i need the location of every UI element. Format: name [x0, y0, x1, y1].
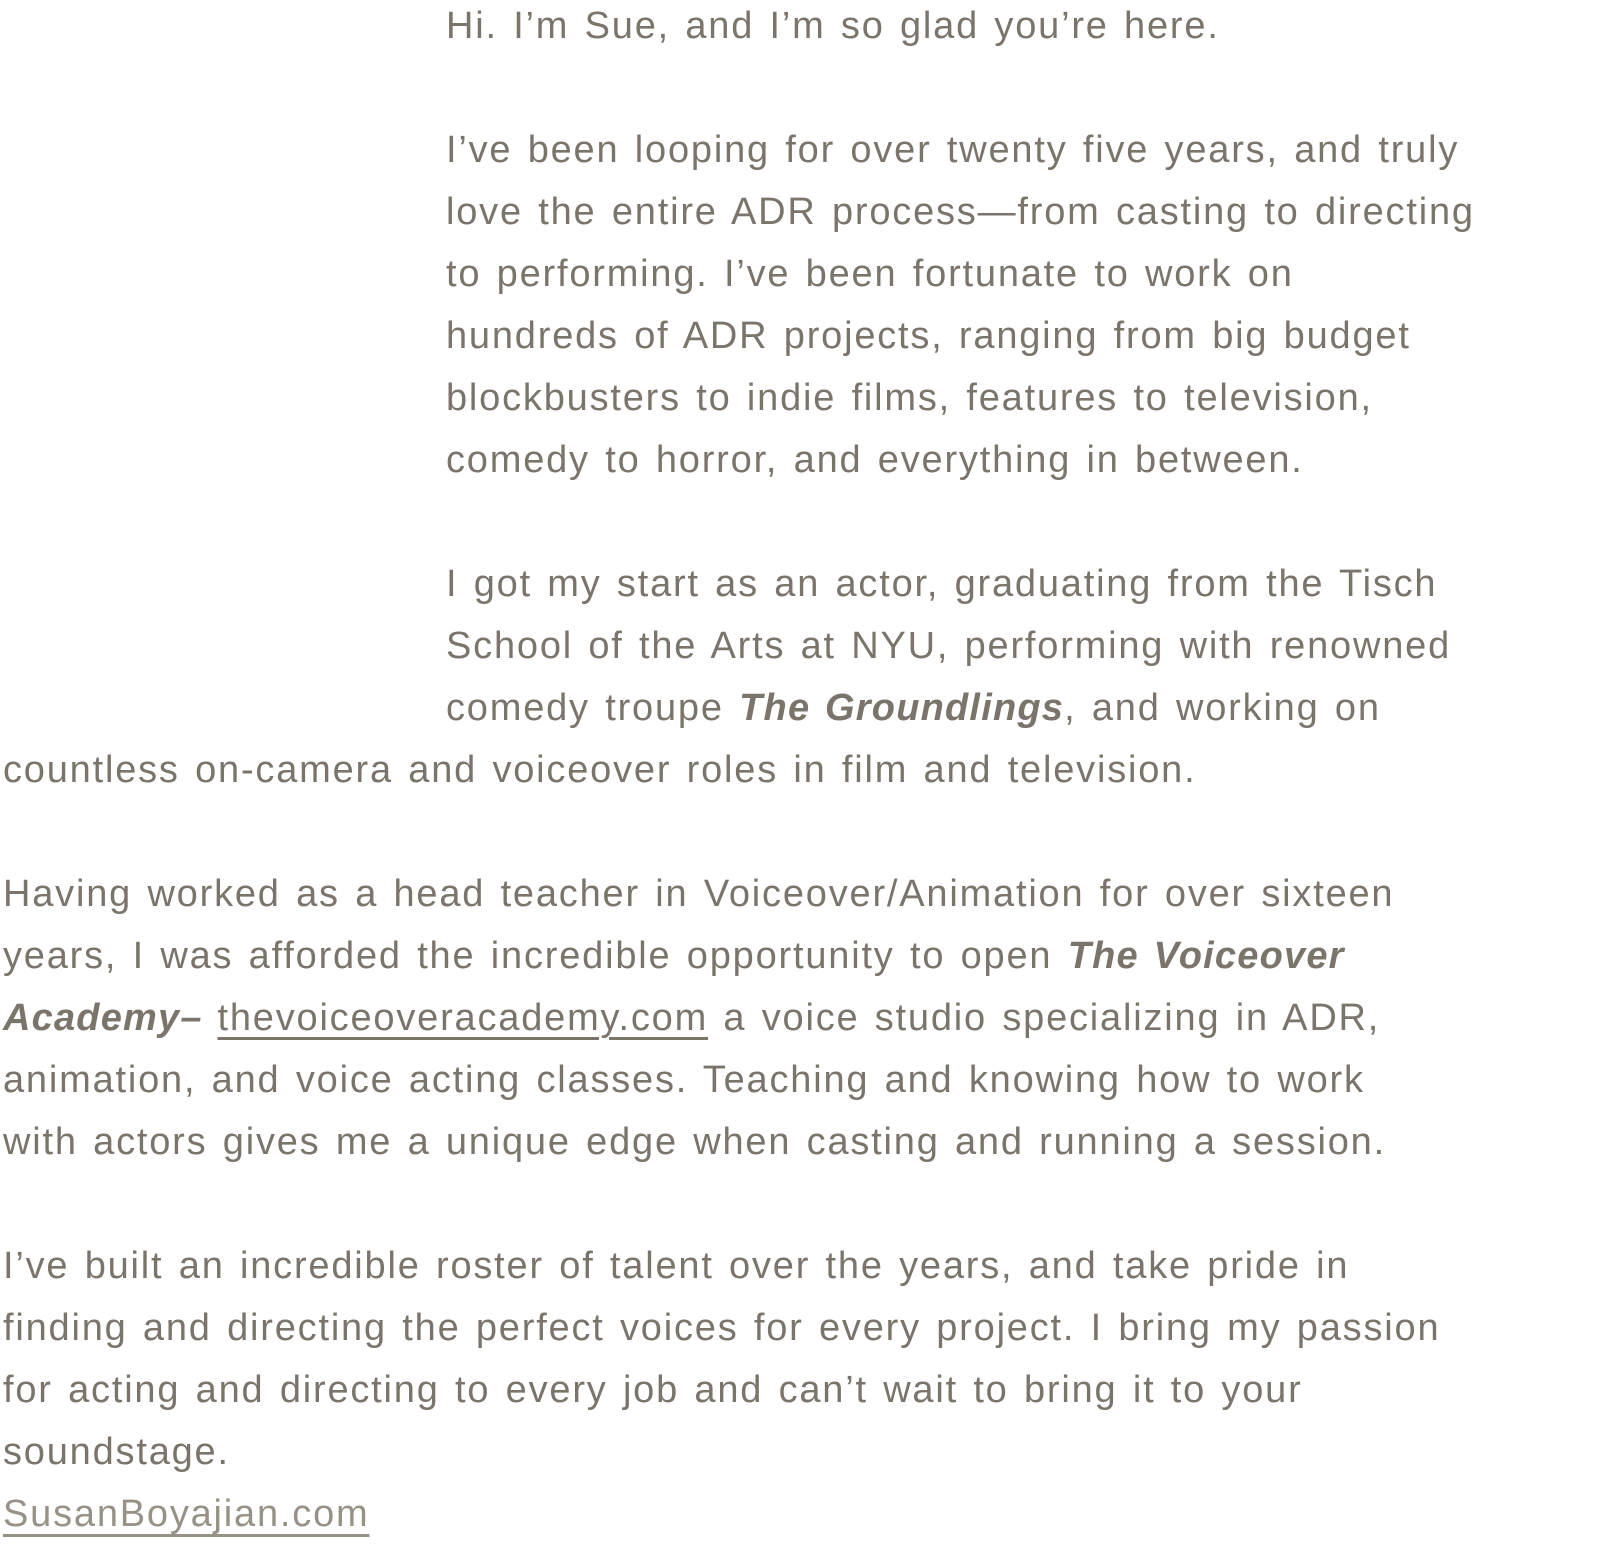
text-line	[3, 1483, 1621, 1545]
body-text: a voice studio specializing in ADR,	[708, 997, 1381, 1039]
text-line	[3, 1111, 1621, 1173]
body-text: Having worked as a head teacher in Voiceover/Animation for over sixteen	[3, 873, 1395, 915]
body-text: to performing. I’ve been fortunate to work on	[446, 253, 1294, 295]
text-line	[3, 863, 1621, 925]
body-text: love the entire ADR process—from casting to directing	[446, 191, 1475, 233]
text-line	[446, 367, 1621, 429]
text-line	[3, 1421, 1621, 1483]
greeting-text: Hi. I’m Sue, and I’m so glad you’re here.	[446, 5, 1220, 47]
body-text: soundstage.	[3, 1431, 230, 1473]
body-text: animation, and voice acting classes. Teaching and knowing how to work	[3, 1059, 1365, 1101]
text-line	[446, 429, 1621, 491]
paragraph-actor-background	[3, 553, 1621, 801]
body-text: comedy to horror, and everything in between.	[446, 439, 1304, 481]
text-line	[3, 987, 1621, 1049]
susanboyajian-link[interactable]: SusanBoyajian.com	[3, 1493, 370, 1535]
body-text: for acting and directing to every job and can’t wait to bring it to your	[3, 1369, 1303, 1411]
text-line	[446, 615, 1621, 677]
text-line	[446, 677, 1621, 739]
text-line	[3, 1359, 1621, 1421]
text-line	[446, 243, 1621, 305]
body-text: comedy troupe	[446, 687, 740, 729]
text-line	[446, 305, 1621, 367]
text-line	[446, 181, 1621, 243]
body-text: blockbusters to indie films, features to television,	[446, 377, 1373, 419]
body-text: years, I was afforded the incredible opportunity to open	[3, 935, 1068, 977]
body-text: , and working on	[1064, 687, 1381, 729]
groundlings-emphasis: The Groundlings	[739, 687, 1065, 729]
body-text: I’ve been looping for over twenty five years, and truly	[446, 129, 1460, 171]
body-text: countless on-camera and voiceover roles in film and television.	[3, 749, 1197, 791]
text-line	[446, 0, 1621, 57]
text-line	[3, 1235, 1621, 1297]
paragraph-greeting	[3, 0, 1621, 57]
body-text: with actors gives me a unique edge when casting and running a session.	[3, 1121, 1386, 1163]
text-line	[3, 925, 1621, 987]
text-line	[446, 553, 1621, 615]
body-text: hundreds of ADR projects, ranging from big budget	[446, 315, 1411, 357]
text-line	[446, 119, 1621, 181]
text-line	[3, 739, 1621, 801]
text-line	[3, 1297, 1621, 1359]
paragraph-roster-passion	[3, 1235, 1621, 1483]
body-text: finding and directing the perfect voices for every project. I bring my passion	[3, 1307, 1441, 1349]
thevoiceoveracademy-link[interactable]: thevoiceoveracademy.com	[217, 997, 709, 1039]
body-text: I’ve built an incredible roster of talent over the years, and take pride in	[3, 1245, 1350, 1287]
voiceover-academy-emphasis: Academy–	[3, 997, 218, 1039]
voiceover-academy-emphasis: The Voiceover	[1067, 935, 1345, 977]
text-line	[3, 1049, 1621, 1111]
footer-link-paragraph	[3, 1483, 1621, 1545]
paragraph-teaching-academy	[3, 863, 1621, 1173]
body-text: I got my start as an actor, graduating from the Tisch	[446, 563, 1438, 605]
paragraph-looping-experience	[3, 119, 1621, 491]
body-text: School of the Arts at NYU, performing with renowned	[446, 625, 1452, 667]
